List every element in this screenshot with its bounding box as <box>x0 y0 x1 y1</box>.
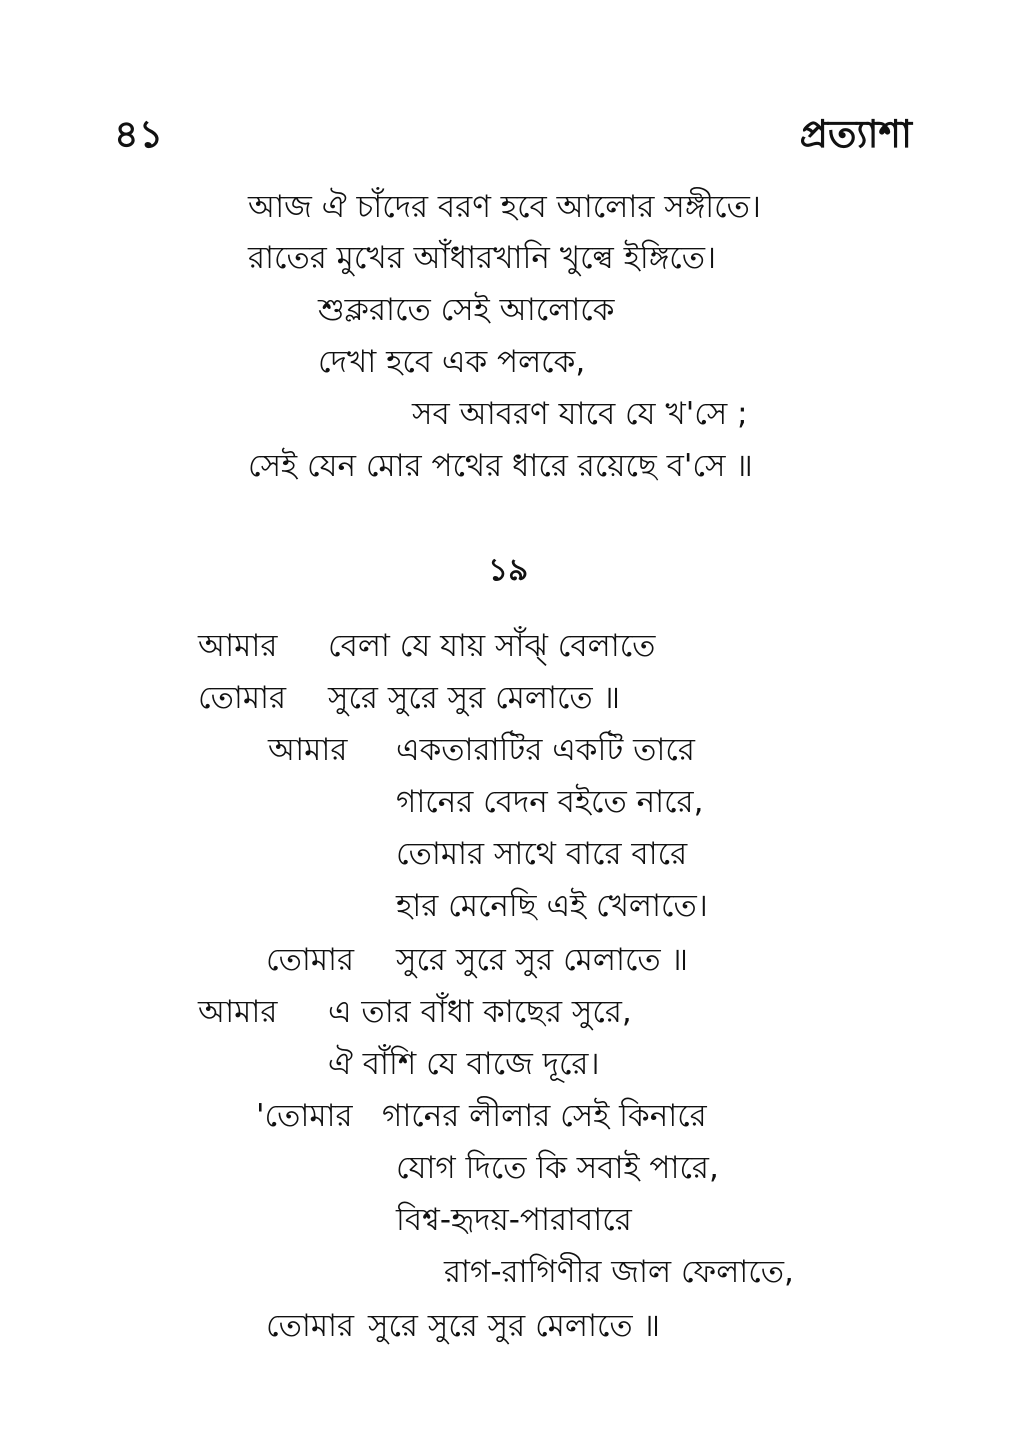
song-line-text: গানের বেদন বইতে নারে, <box>396 784 704 820</box>
song-line-text: এ তার বাঁধা কাছের সুরে, <box>328 994 632 1030</box>
song-line-text: সুরে সুরে সুর মেলাতে ॥ <box>396 942 689 978</box>
song-line-text: তোমার সাথে বারে বারে <box>396 836 688 872</box>
song-line-lead: আমার <box>268 732 348 768</box>
running-title: প্রত্যাশা <box>799 112 912 156</box>
song-line-text: একতারাটির একটি তারে <box>396 732 695 768</box>
song-line-lead: আমার <box>198 628 278 664</box>
poem-line: সব আবরণ যাবে যে খ'সে ; <box>412 396 748 432</box>
song-line-lead: তোমার <box>266 1308 355 1344</box>
song-line-text: যোগ দিতে কি সবাই পারে, <box>396 1150 719 1186</box>
song-number: ১৯ <box>488 552 529 588</box>
song-line-text: ঐ বাঁশি যে বাজে দূরে। <box>328 1046 600 1082</box>
song-line-text: বিশ্ব-হৃদয়-পারাবারে <box>396 1202 632 1238</box>
poem-line: শুক্লরাতে সেই আলোকে <box>318 292 615 328</box>
song-line-lead: 'তোমার <box>256 1098 353 1134</box>
song-line-text: বেলা যে যায় সাঁঝ্ বেলাতে <box>328 628 656 664</box>
song-line-text: রাগ-রাগিণীর জাল ফেলাতে, <box>444 1254 794 1290</box>
song-line-text: গানের লীলার সেই কিনারে <box>382 1098 707 1134</box>
song-line-lead: তোমার <box>198 680 287 716</box>
poem-line: রাতের মুখের আঁধারখানি খুল্বে ইঙ্গিতে। <box>248 240 717 276</box>
poem-line: দেখা হবে এক পলকে, <box>318 344 586 380</box>
song-line-lead: তোমার <box>266 942 355 978</box>
poem-line: সেই যেন মোর পথের ধারে রয়েছে ব'সে ॥ <box>248 448 753 484</box>
song-line-lead: আমার <box>198 994 278 1030</box>
page-number: ৪১ <box>114 112 164 156</box>
song-line-text: সুরে সুরে সুর মেলাতে ॥ <box>368 1308 661 1344</box>
song-line-text: হার মেনেছি এই খেলাতে। <box>396 888 708 924</box>
song-line-text: সুরে সুরে সুর মেলাতে ॥ <box>328 680 621 716</box>
poem-line: আজ ঐ চাঁদের বরণ হবে আলোর সঙ্গীতে। <box>248 189 761 225</box>
